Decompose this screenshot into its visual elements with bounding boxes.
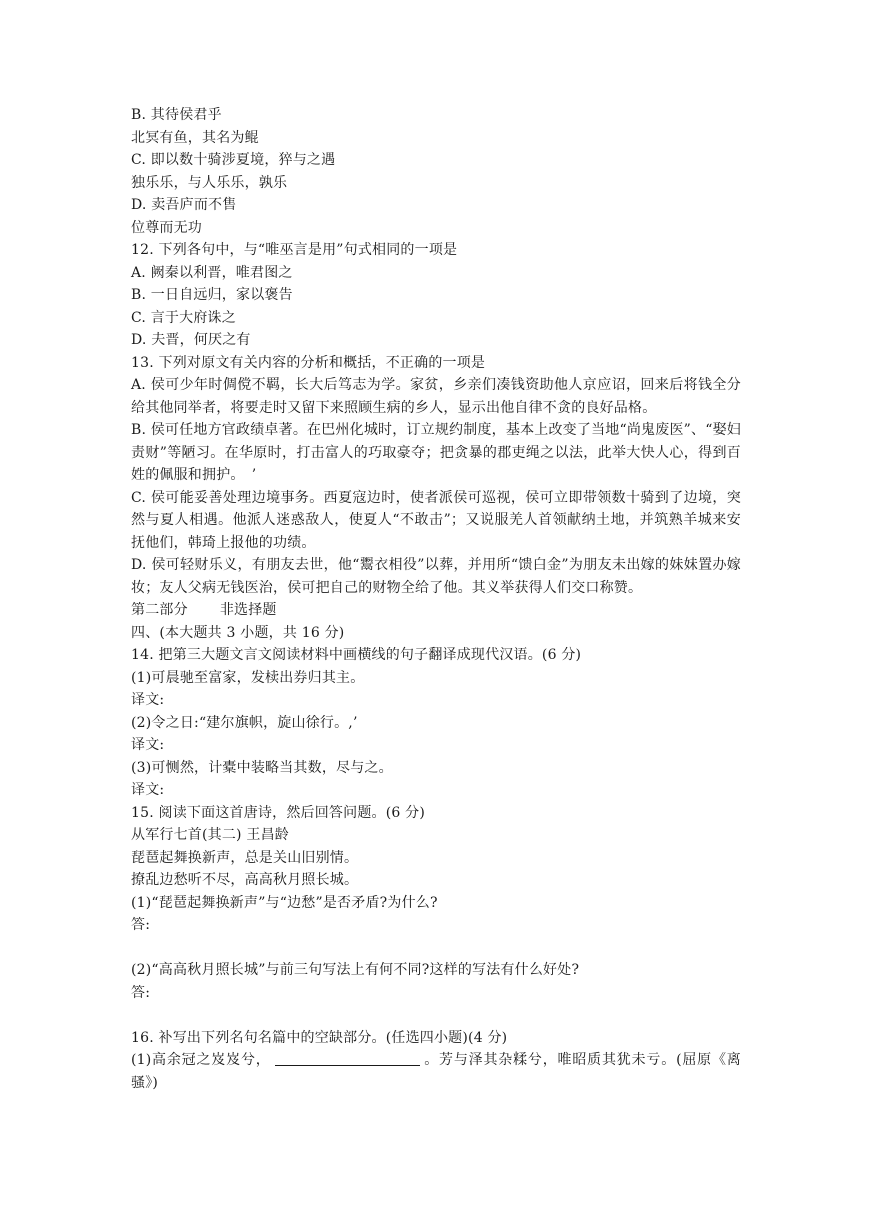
text-line: 独乐乐，与人乐乐，孰乐 (131, 174, 288, 191)
translation-label: 译文: (131, 737, 165, 753)
option-12-a: A. 阙秦以利晋，唯君图之 (131, 264, 293, 281)
question-12: 12. 下列各句中，与“唯巫言是用”句式相同的一项是 (131, 242, 458, 258)
answer-label: 答: (131, 917, 151, 933)
option-13-d: D. 侯可轻财乐义，有朋友去世，他“鬻衣相役”以葬，并用所“馈白金”为朋友未出嫁的妹妹置办嫁妆；友人父病无钱医治，侯可把自己的财物全给了他。其义举获得人们交口称赞。 (131, 557, 741, 596)
text-line: C. 即以数十骑涉夏境，猝与之遇 (131, 152, 336, 168)
option-12-c: C. 言于大府诛之 (131, 309, 236, 326)
question-14-item-1: (1)可晨驰至富家，发椟出券归其主。 (131, 669, 365, 686)
question-14 (131, 644, 741, 802)
question-15 (131, 802, 741, 1027)
option-13-c: C. 侯可能妥善处理边境事务。西夏寇边时，使者派侯可巡视，侯可立即带领数十骑到了边境，突然与夏人相遇。他派人迷惑敌人，使夏人“不敢击”；又说服羌人首领献纳土地，并筑熟羊城来安抚他们，韩琦上报他的功绩。 (131, 489, 741, 551)
question-14-item-2: (2)令之日:“建尔旗帜，旋山徐行。,’ (131, 714, 358, 731)
fill-blank[interactable] (275, 1051, 420, 1066)
poem-line-1: 琵琶起舞换新声，总是关山旧别情。 (131, 849, 359, 866)
question-16-item-1 (131, 1049, 741, 1094)
answer-label: 答: (131, 984, 151, 1001)
text-line: B. 其待侯君乎 (131, 107, 222, 123)
question-16 (131, 1027, 741, 1095)
section-four-heading: 四、(本大题共 3 小题，共 16 分) (131, 624, 345, 641)
option-13-a: A. 侯可少年时倜傥不羁，长大后笃志为学。家贫，乡亲们凑钱资助他人京应诏，回来后将钱全分给其他同举者，将要走时又留下来照顾生病的乡人，显示出他自律不贪的良好品格。 (131, 377, 741, 416)
question-14-item-3: (3)可恻然，计橐中装略当其数，尽与之。 (131, 759, 393, 776)
question-15-sub-1: (1)“琵琶起舞换新声”与“边愁”是否矛盾?为什么? (131, 894, 438, 911)
question-14-prompt: 14. 把第三大题文言文阅读材料中画横线的句子翻译成现代汉语。(6 分) (131, 647, 582, 663)
text-line: D. 卖吾庐而不售 (131, 197, 237, 213)
translation-label: 译文: (131, 692, 165, 708)
question-block-top (131, 104, 741, 374)
question-13-options (131, 374, 741, 599)
part-two-title: 第二部分 (131, 602, 188, 618)
question-15-prompt: 15. 阅读下面这首唐诗，然后回答问题。(6 分) (131, 804, 425, 821)
text-line: 位尊而无功 (131, 219, 202, 236)
item-1-after: 。芳与泽其杂糅兮，唯昭质其犹未亏。(屈原《离骚》) (131, 1052, 741, 1091)
part-two-heading (131, 599, 741, 622)
poem-line-2: 撩乱边愁听不尽，高高秋月照长城。 (131, 872, 359, 888)
option-12-b: B. 一日自远归，家以褒告 (131, 287, 293, 303)
poem-title: 从军行七首(其二) 王昌龄 (131, 827, 289, 843)
option-12-d: D. 夫晋，何厌之有 (131, 332, 251, 348)
text-line: 北冥有鱼，其名为鲲 (131, 129, 259, 146)
translation-label: 译文: (131, 782, 165, 798)
question-13: 13. 下列对原文有关内容的分析和概括，不正确的一项是 (131, 354, 486, 371)
item-1-before: (1)高余冠之岌岌兮， (131, 1052, 271, 1068)
question-15-sub-2: (2)“高高秋月照长城”与前三句写法上有何不同?这样的写法有什么好处? (131, 962, 580, 978)
document-page (131, 104, 741, 1094)
part-two-subtitle: 非选择题 (219, 602, 277, 618)
option-13-b: B. 侯可任地方官政绩卓著。在巴州化城时，订立规约制度，基本上改变了当地“尚鬼废医”、“娶妇责财”等陋习。在华原时，打击富人的巧取豪夺；把贪暴的郡吏绳之以法，此举大快人心，得到百姓的佩服和拥护。 ’ (131, 422, 741, 483)
question-16-prompt: 16. 补写出下列名句名篇中的空缺部分。(任选四小题)(4 分) (131, 1029, 508, 1046)
